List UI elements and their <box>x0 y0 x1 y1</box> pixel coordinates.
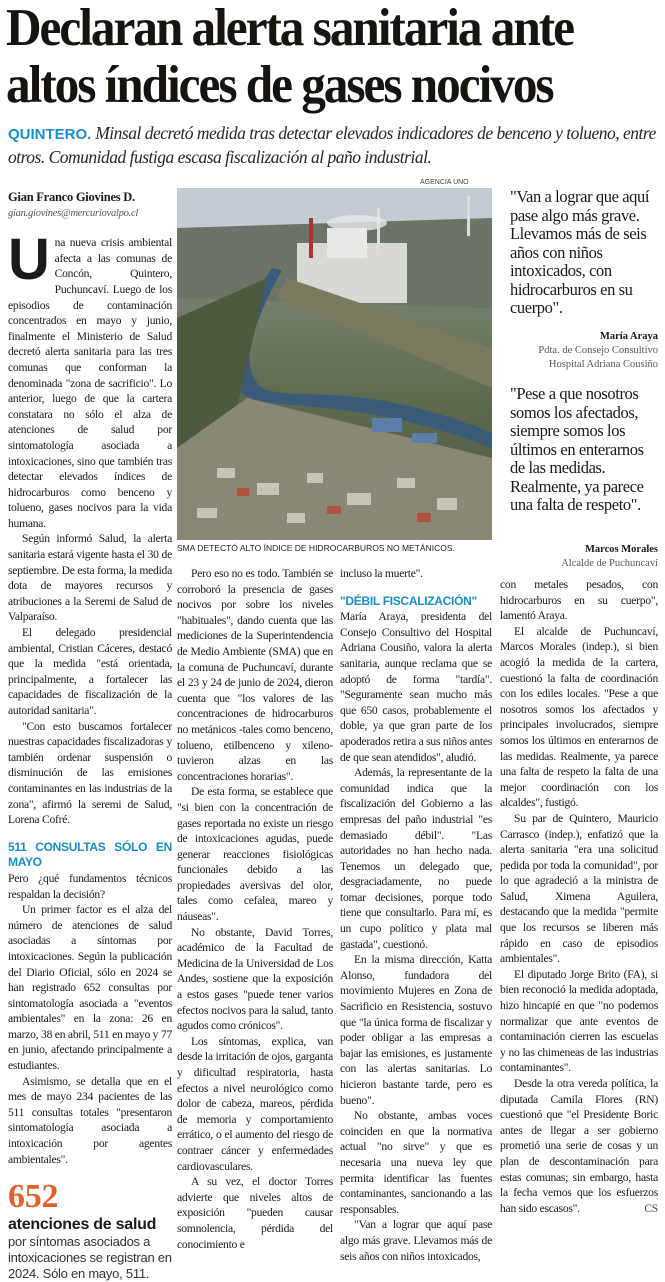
paragraph: "Van a lograr que aquí pase algo más grave. Llevamos más de seis años con niños intoxicados, <box>340 1218 492 1263</box>
column-3 <box>340 566 492 1264</box>
paragraph: con metales pesados, con hidrocarburos en su cuerpo", lamentó Araya. <box>500 578 658 623</box>
paragraph: María Araya, presidenta del Consejo Consultivo del Hospital Adriana Cousiño, valora la alerta sanitaria, aunque reclama que se adoptó de forma "tardía". "Seguramente sean mucho más que 650 casos, probablemente el doble, ya que gran parte de los apoderados retira a sus niños antes de que sean atendidos", aludió. <box>340 610 492 764</box>
photo-credit: AGENCIA UNO <box>420 179 469 186</box>
paragraph: incluso la muerte". <box>340 567 423 580</box>
paragraph: Asimismo, se detalla que en el mes de mayo 234 pacientes de las 511 consultas totales "presentaron sintomatología asociada a intoxicación por agentes ambientales". <box>8 1074 172 1166</box>
headline-line-1: Declaran alerta sanitaria ante <box>6 0 573 57</box>
end-mark-icon: CS <box>644 1201 658 1215</box>
deck-text: Minsal decretó medida tras detectar elevados indicadores de benceno y tolueno, entre otros. Comunidad fustiga escasa fiscalización al paño industrial. <box>8 123 656 167</box>
paragraph: El alcalde de Puchuncaví, Marcos Morales (indep.), si bien acogió la medida de la cartera, cuestionó la falta de coordinación con los ediles locales. "Pese a que nosotros somos los afectados y principales involucrados, siempre somos los últimos en enterarnos de las medidas. Realmente, ya parece una falta de respeto la falta de una mejor coordinación con los alcaldes", fustigó. <box>500 624 658 810</box>
quote-author: Marcos Morales <box>585 544 658 555</box>
dateline: QUINTERO. <box>8 126 92 143</box>
paragraph: De esta forma, se establece que "si bien con la concentración de gases reportada no existe un riesgo de intoxicaciones agudas, puede generar reacciones fisiológicas funcionales debido a las propiedades aversivas del olor, tales como cefalea, mareo y náuseas". <box>177 785 333 924</box>
column-2 <box>177 566 333 1252</box>
paragraph: Su par de Quintero, Mauricio Carrasco (indep.), enfatizó que la alerta sanitaria "era una solicitud pedida por toda la comunidad", por lo que agradeció a la ministra de Salud, Ximena Aguilera, destacando que la medida "permite que los recursos se liberen más rápido en caso de episodios ambientales". <box>500 811 658 966</box>
paragraph: No obstante, David Torres, académico de la Facultad de Medicina de la Universidad de Los Andes, sostiene que la exposición a estos gases "puede tener varios efectos nocivos para la salud, tanto agudos como crónicos". <box>177 925 333 1033</box>
paragraph: En la misma dirección, Katta Alonso, fundadora del movimiento Mujeres en Zona de Sacrificio en Resistencia, sostuvo que "la única forma de fiscalizar y poder obligar a las empresas a bajar las emisiones, es justamente con las alertas sanitarias. Lo hicieron bastante tarde, pero es bueno". <box>340 953 492 1107</box>
paragraph: El diputado Jorge Brito (FA), si bien reconoció la medida adoptada, hizo hincapié en que "no podemos normalizar que ante eventos de contaminación cierren las escuelas y no las chimeneas de las industrias contaminantes". <box>500 967 658 1075</box>
paragraph: Desde la otra vereda política, la diputada Camila Flores (RN) cuestionó que "el Presidente Boric antes de llegar a ser gobierno prometió una serie de cosas y un plan de descontaminación para estas comunas; sin embargo, hasta la fecha vemos que los esfuerzos han sido escasos". CS <box>500 1077 658 1215</box>
quote-author: María Araya <box>599 331 658 342</box>
stat-description: por síntomas asociados a intoxicaciones se registran en 2024. Sólo en mayo, 511. <box>8 1234 172 1282</box>
subheading: "DÉBIL FISCALIZACIÓN" <box>340 593 477 608</box>
byline-email[interactable]: gian.giovines@mercuriovalpo.cl <box>8 207 139 219</box>
aerial-photo <box>177 188 492 540</box>
pull-quote-1-attribution <box>500 330 658 372</box>
paragraph: No obstante, ambas voces coinciden en que la normativa actual "no sirve" y que es necesaria una nueva ley que permita identificar las fuentes contaminantes, sancionando a las responsables. <box>340 1109 492 1216</box>
drop-cap: U <box>8 227 50 293</box>
paragraph: Un primer factor es el alza del número de atenciones de salud asociadas a síntomas por intoxicaciones. Según la publicación del Diario Oficial, sólo en 2024 se han registrado 652 consultas por sintomatología asociada a "eventos ambientales" en la zona: 26 en marzo, 38 en abril, 511 en mayo y 77 en junio, afectando principalmente a estudiantes. <box>8 903 172 1073</box>
quote-role: Pdta. de Consejo Consultivo <box>538 345 658 356</box>
paragraph: Los síntomas, explica, van desde la irritación de ojos, garganta y dificultad respiratoria, hasta efectos a nivel neurológico como dolor de cabeza, mareos, pérdida de memoria y comportamiento errático, o el aumento del riesgo de contraer cáncer y enfermedades cardiovasculares. <box>177 1034 333 1173</box>
quote-role: Hospital Adriana Cousiño <box>548 359 658 370</box>
subheading: 511 CONSULTAS SÓLO EN MAYO <box>8 839 172 870</box>
headline <box>6 0 620 114</box>
stat-label: atenciones de salud <box>8 1216 157 1234</box>
pull-quote-2-attribution <box>500 543 658 571</box>
deck <box>8 122 663 169</box>
paragraph: "Con esto buscamos fortalecer nuestras capacidades fiscalizadoras y también ordenar suspensión o disminución de las emisiones contaminantes en las industrias de la zona", afirmó la seremi de Salud, Lorena Cofré. <box>8 719 172 827</box>
headline-line-2: altos índices de gases nocivos <box>6 56 553 114</box>
paragraph: Pero eso no es todo. También se corroboró la presencia de gases nocivos por sobre los niveles "habituales", dando cuenta que las mediciones de la Superintendencia de Medio Ambiente (SMA) que en la comuna de Puchuncaví, durante el 23 y 24 de junio de 2024, dieron cuenta que "los valores de las concentraciones de hidrocarburos no metánicos -tales como benceno, tolueno, etilbenceno y xileno- tuvieron alzas en las concentraciones horarias". <box>177 567 333 783</box>
paragraph: El delegado presidencial ambiental, Cristian Cáceres, destacó que la medida "está orientada, principalmente, a fortalecer las capacidades de fiscalización de la autoridad sanitaria". <box>8 626 172 717</box>
byline-author: Gian Franco Giovines D. <box>8 190 135 204</box>
paragraph: Pero ¿qué fundamentos técnicos respaldan la decisión? <box>8 871 172 901</box>
pull-quote-1: "Van a lograr que aquí pase algo más grave. Llevamos más de seis años con niños intoxicados, con hidrocarburos en su cuerpo". <box>510 187 650 317</box>
paragraph: A su vez, el doctor Torres advierte que niveles altos de exposición "pueden causar somnolencia, pérdida del conocimiento e <box>177 1175 333 1251</box>
column-4 <box>500 577 658 1216</box>
stat-number: 652 <box>8 1178 59 1216</box>
industrial-zone-image <box>177 188 492 540</box>
column-1 <box>8 190 172 1282</box>
pull-quote-2: "Pese a que nosotros somos los afectados, siempre somos los últimos en enterarnos de las medidas. Realmente, ya parece una falta de respeto". <box>510 384 644 514</box>
photo-caption: SMA DETECTÓ ALTO ÍNDICE DE HIDROCARBUROS NO METÁNICOS. <box>177 543 455 553</box>
quote-role: Alcalde de Puchuncaví <box>561 558 658 569</box>
paragraph: Además, la representante de la comunidad indica que la fiscalización del Gobierno a las empresas del paño industrial "es demasiado débil". "Las autoridades no han hecho nada. Tenemos un delegado que, desgraciadamente, no puede tomar decisiones, porque todo tiene que consultarlo. Para mí, es un cupo político y plata mal gastada", cuestionó. <box>340 766 492 951</box>
paragraph: Según informó Salud, la alerta sanitaria estará vigente hasta el 30 de septiembre. De esta forma, la medida dota de mayores recursos y atribuciones a la Seremi de Salud de Valparaíso. <box>8 532 172 624</box>
paragraph: Una nueva crisis ambiental afecta a las comunas de Concón, Quintero, Puchuncaví. Luego de los episodios de contaminación concentrados en mayo y junio, finalmente el Ministerio de Salud decretó alerta sanitaria para las tres comunas que conforman la denominada "zona de sacrificio". Lo anterior, luego de que la cartera constatara no sólo el alza de atenciones de salud por sintomatología asociada a intoxicaciones, sino que también tras detectar elevados índices de hidrocarburos como benceno y tolueno, gases nocivos para la vida humana. <box>8 227 172 530</box>
